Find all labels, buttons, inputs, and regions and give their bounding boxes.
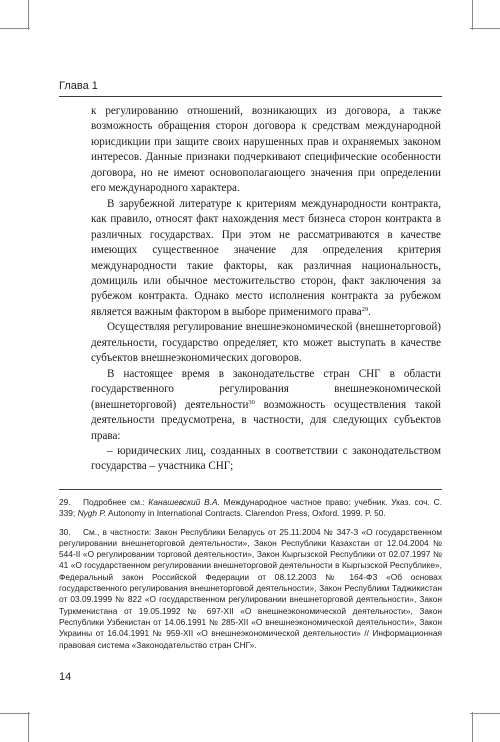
crop-mark <box>0 28 30 29</box>
crop-mark <box>28 712 29 742</box>
footnote-29 <box>59 497 442 520</box>
header-divider <box>59 96 442 97</box>
footnotes <box>59 497 442 658</box>
page-number: 14 <box>59 671 72 683</box>
crop-mark <box>470 28 500 29</box>
crop-mark <box>470 713 500 714</box>
footnote-number: 30. <box>59 526 71 537</box>
footnote-divider <box>59 489 442 490</box>
footnote-text: См., в частности: Закон Республики Беларусь от 25.11.2004 № 347-З «О государственном регулировании внешнеторговой деятельности», Закон Республики Казахстан от 12.04.2004 № 544-II «О регулировании торговой деятельности», Закон Кыргызской Республики от 02.07.1997 № 41 «О государственном регулировании внешнеторговой деятельности в Кыргызской Республике», Федеральный закон Российской Федерации от 08.12.2003 № 164-ФЗ «Об основах государственного регулирования внешнеторговой деятельности», Закон Республики Таджикистан от 03.09.1999 № 822 «О государственном регулировании внешнеторговой деятельности», Закон Туркменистана от 19.05.1992 № 697-XII «О внешнеэкономической деятельности», Закон Республики Узбекистан от 14.06.1991 № 285-XII «О внешнеэкономической деятельности», Закон Украины от 16.04.1991 № 959-XII «О внешнеэкономической деятельности» // Информационная правовая система «Законодательство стран СНГ». <box>59 526 442 650</box>
paragraph-3: Осуществляя регулирование внешнеэкономической (внешнеторговой) деятельности, государство определяет, кто может выступать в качестве субъектов внешнеэкономических договоров. <box>91 321 441 365</box>
footnote-author: Канашевский В.А. <box>148 497 220 507</box>
crop-mark <box>28 0 29 30</box>
paragraph-4 <box>91 367 441 444</box>
footnote-30 <box>59 527 442 651</box>
paragraph-2-end: . <box>368 305 371 318</box>
footnote-number: 29. <box>59 497 71 507</box>
crop-mark <box>472 0 473 30</box>
footnote-text: Подробнее см.: <box>83 497 149 507</box>
footnote-author: Nygh P. <box>77 508 107 519</box>
footnote-text: Международное частное право: учебник. Указ. соч. С. 339; <box>59 497 442 519</box>
body-text <box>91 104 441 475</box>
paragraph-4-end: возможность осуществления такой деятельности предусмотрена, в частности, для следующих субъектов права: <box>91 398 441 442</box>
crop-mark <box>472 712 473 742</box>
paragraph-2 <box>91 197 441 321</box>
paragraph-5: – юридических лиц, созданных в соответствии с законодательством государства – участника СНГ; <box>91 444 441 473</box>
paragraph-2-text: В зарубежной литературе к критериям международности контракта, как правило, относят факт нахождения мест бизнеса сторон контракта в различных государствах. При этом не рассматриваются в качестве имеющих существенное значение для определения критерия международности такие факторы, как различная национальность, домициль или обычное местожительство сторон, факт заключения за рубежом контракта. Однако место исполнения контракта за рубежом является важным фактором в выборе применимого права <box>91 197 441 318</box>
crop-mark <box>0 713 30 714</box>
footnote-ref-30[interactable]: 30 <box>248 398 255 406</box>
footnote-ref-29[interactable]: 29 <box>361 305 369 313</box>
running-head: Глава 1 <box>59 80 98 92</box>
paragraph-1: к регулированию отношений, возникающих из договора, а также возможность обращения сторон договора к средствам международной юрисдикции при защите своих нарушенных прав и охраняемых законом интересов. Данные признаки подчеркивают специфические особенности договора, но не имеют основополагающего значения при определении его международного характера. <box>91 105 441 195</box>
paragraph-4-text: В настоящее время в законодательстве стран СНГ в области государственного регулирования внешнеэкономической (внешнеторговой) деятельности <box>91 367 441 411</box>
footnote-text: Autonomy in International Contracts. Clarendon Press, Oxford. 1999. P. 50. <box>106 508 386 519</box>
